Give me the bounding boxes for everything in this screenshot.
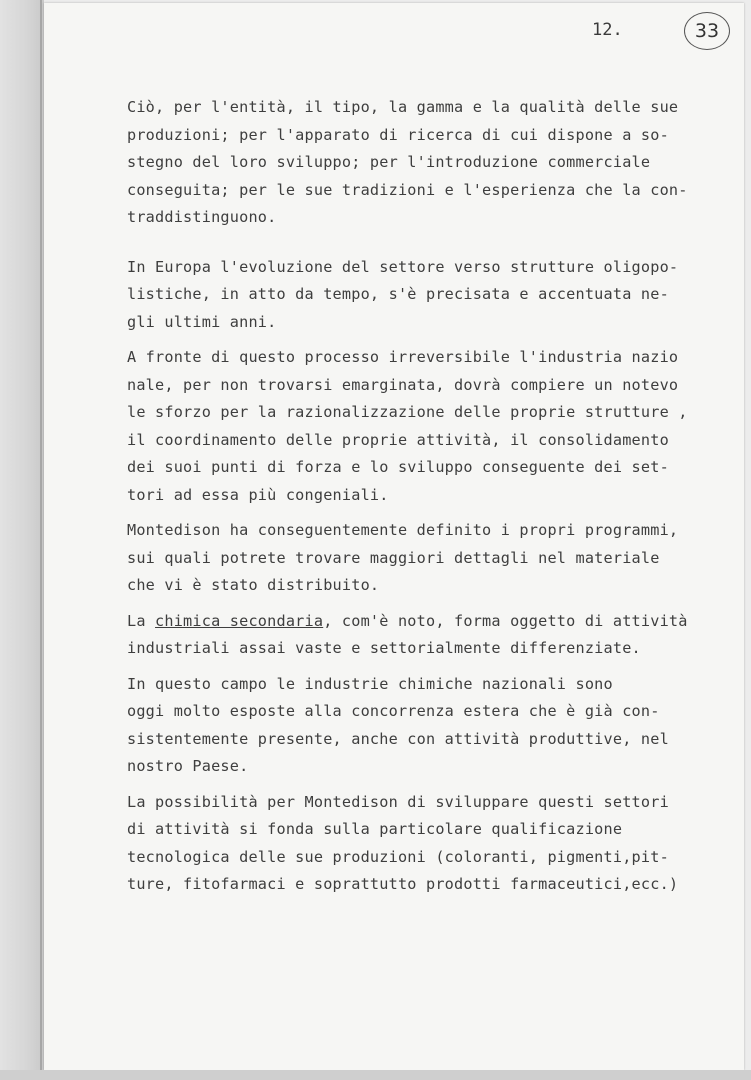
- text-line: A fronte di questo processo irreversibile l'industria nazio: [127, 348, 679, 366]
- text-fragment: La: [127, 611, 156, 630]
- text-line: il coordinamento delle proprie attività, il consolidamento: [127, 430, 669, 449]
- text-line: La possibilità per Montedison di sviluppare questi settori: [127, 792, 669, 811]
- document-body: [127, 94, 693, 899]
- text-line: le sforzo per la razionalizzazione delle proprie strutture ,: [127, 403, 688, 421]
- text-line: Ciò, per l'entità, il tipo, la gamma e la qualità delle sue: [127, 98, 679, 116]
- text-line: conseguita; per le sue tradizioni e l'esperienza che la con-: [127, 180, 688, 199]
- text-line: tecnologica delle sue produzioni (coloranti, pigmenti,pit-: [127, 847, 669, 866]
- text-line: ture, fitofarmaci e soprattutto prodotti farmaceutici,ecc.): [127, 875, 679, 893]
- text-line: industriali assai vaste e settorialmente differenziate.: [127, 639, 641, 657]
- paragraph-2: [127, 254, 693, 337]
- text-line: traddistinguono.: [127, 208, 277, 226]
- text-fragment: , com'è noto, forma oggetto di attività: [323, 611, 688, 630]
- text-line: In Europa l'evoluzione del settore verso strutture oligopo-: [127, 257, 679, 276]
- paragraph-7: [127, 789, 693, 899]
- text-line: stegno del loro sviluppo; per l'introduzione commerciale: [127, 153, 651, 171]
- text-line: listiche, in atto da tempo, s'è precisata e accentuata ne-: [127, 285, 669, 303]
- text-line: nale, per non trovarsi emarginata, dovrà compiere un notevo: [127, 375, 679, 394]
- page-number: 12.: [592, 20, 623, 40]
- paragraph-6: [127, 671, 693, 781]
- paragraph-4: [127, 517, 693, 600]
- text-line: sui quali potrete trovare maggiori dettagli nel materiale: [127, 548, 660, 567]
- paragraph-1: [127, 94, 693, 232]
- text-line: gli ultimi anni.: [127, 312, 277, 331]
- paragraph-3: [127, 344, 693, 509]
- page-stamp-circle: 33: [684, 12, 730, 50]
- text-line: che vi è stato distribuito.: [127, 576, 380, 594]
- text-line: produzioni; per l'apparato di ricerca di cui dispone a so-: [127, 125, 669, 144]
- text-line: nostro Paese.: [127, 757, 249, 775]
- text-line: tori ad essa più congeniali.: [127, 485, 389, 504]
- text-line: oggi molto esposte alla concorrenza estera che è già con-: [127, 702, 660, 720]
- text-line: Montedison ha conseguentemente definito i propri programmi,: [127, 521, 679, 539]
- text-line: di attività si fonda sulla particolare qualificazione: [127, 820, 623, 838]
- text-line: [127, 608, 693, 636]
- scan-left-edge: [0, 0, 44, 1080]
- text-line: In questo campo le industrie chimiche nazionali sono: [127, 674, 613, 693]
- underlined-term: chimica secondaria: [155, 611, 324, 630]
- paragraph-5: [127, 608, 693, 663]
- text-line: sistentemente presente, anche con attività produttive, nel: [127, 729, 669, 748]
- text-line: dei suoi punti di forza e lo sviluppo conseguente dei set-: [127, 458, 669, 476]
- scan-bottom-edge: [0, 1070, 751, 1080]
